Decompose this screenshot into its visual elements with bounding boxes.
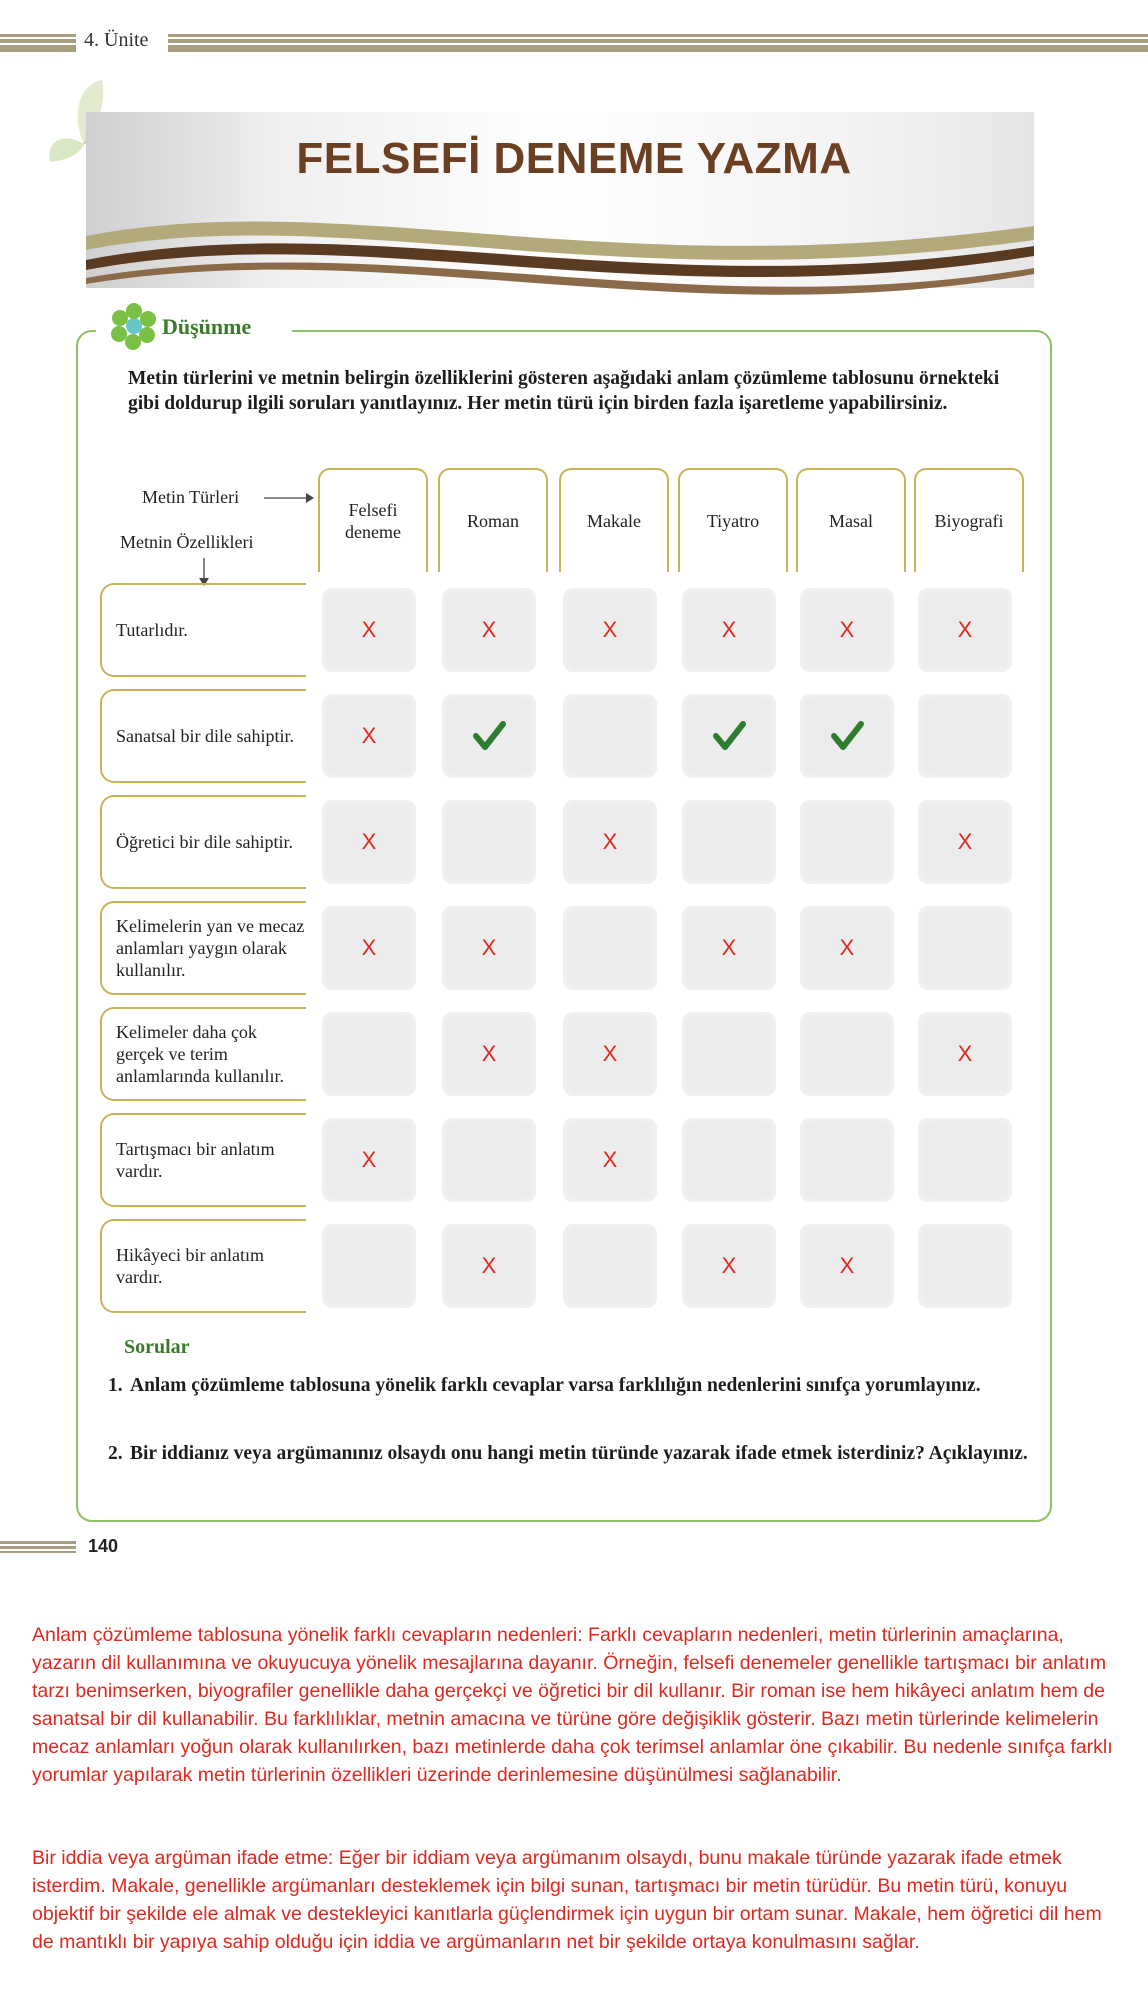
table-cell [682, 1012, 776, 1096]
row-label: Tartışmacı bir anlatım vardır. [100, 1113, 306, 1207]
table-cell [563, 1224, 657, 1308]
col-header: Tiyatro [678, 468, 788, 572]
table-cell [442, 588, 536, 672]
table-cell [682, 1118, 776, 1202]
question-text: Bir iddianız veya argümanınız olsaydı onu hangi metin türünde yazarak ifade etmek isterdiniz? Açıklayınız. [130, 1443, 1028, 1464]
table-cell [442, 694, 536, 778]
table-cell [682, 1224, 776, 1308]
header-rule-left [0, 34, 76, 52]
table-cell [918, 1118, 1012, 1202]
table-cell [442, 1118, 536, 1202]
table-cell [918, 1012, 1012, 1096]
table-cell [918, 800, 1012, 884]
table-cell [322, 1224, 416, 1308]
x-mark: X [957, 617, 973, 642]
x-mark: X [361, 935, 377, 960]
table-cell [800, 906, 894, 990]
header-rule-right [168, 34, 1148, 52]
table-cell [918, 906, 1012, 990]
table-cell [682, 906, 776, 990]
col-header: Masal [796, 468, 906, 572]
checkmark-icon [712, 719, 746, 753]
col-header: Biyografi [914, 468, 1024, 572]
x-mark: X [481, 935, 497, 960]
x-mark: X [602, 617, 618, 642]
row-label: Tutarlıdır. [100, 583, 306, 677]
question-2 [108, 1441, 1048, 1467]
table-cell [442, 1224, 536, 1308]
checkmark-icon [472, 719, 506, 753]
table-cell [918, 588, 1012, 672]
table-cell [800, 800, 894, 884]
table-cell [800, 694, 894, 778]
x-mark: X [957, 829, 973, 854]
table-cell [563, 800, 657, 884]
banner-swoosh [86, 196, 1034, 296]
x-mark: X [361, 1147, 377, 1172]
question-1 [108, 1373, 1048, 1399]
x-mark: X [361, 829, 377, 854]
table-cell [800, 1118, 894, 1202]
table-cell [322, 800, 416, 884]
row-label: Hikâyeci bir anlatım vardır. [100, 1219, 306, 1313]
table-cell [800, 1012, 894, 1096]
x-mark: X [839, 1253, 855, 1278]
box-title: Düşünme [162, 314, 252, 339]
checkmark-icon [830, 719, 864, 753]
table-cell [442, 800, 536, 884]
table-cell [442, 1012, 536, 1096]
x-mark: X [721, 1253, 737, 1278]
page-title: FELSEFİ DENEME YAZMA [296, 134, 852, 183]
col-header: Makale [559, 468, 669, 572]
unit-label: 4. Ünite [84, 29, 149, 51]
row-label: Kelimeler daha çok gerçek ve terim anlamlarında kullanılır. [100, 1007, 306, 1101]
table-cell [563, 588, 657, 672]
props-label: Metnin Özellikleri [120, 532, 254, 552]
table-cell [800, 1224, 894, 1308]
table-cell [322, 588, 416, 672]
footer-rule [0, 1541, 76, 1553]
types-label: Metin Türleri [142, 487, 240, 507]
questions-heading: Sorular [124, 1336, 190, 1358]
table-cell [918, 694, 1012, 778]
table-cell [442, 906, 536, 990]
row-label: Öğretici bir dile sahiptir. [100, 795, 306, 889]
page-number: 140 [88, 1536, 119, 1556]
answer-paragraph-1: Anlam çözümleme tablosuna yönelik farklı cevapların nedenleri: Farklı cevapların nedenleri, metin türlerinin amaçlarına, yazarın dil kullanımına ve okuyucuya yönelik mesajlarına dayanır. Örneğin, felsefi denemeler genellikle tartışmacı bir anlatım tarzı benimserken, biyografiler genellikle daha gerçekçi ve öğretici bir dil kullanır. Bir roman ise hem hikâyeci anlatım hem de sanatsal bir dil kullanabilir. Bu farklılıklar, metnin amacına ve türüne göre değişiklik gösterir. Bazı metin türlerinde kelimelerin mecaz anlamları yoğun olarak kullanılırken, bazı metinlerde daha çok terimsel anlamlar öne çıkabilir. Bu nedenle sınıfça farklı yorumlar yapılarak metin türlerinin özellikleri üzerinde derinlemesine düşünülmesi sağlanabilir. [32, 1624, 1113, 1786]
table-cell [918, 1224, 1012, 1308]
x-mark: X [721, 935, 737, 960]
col-header: Roman [438, 468, 548, 572]
x-mark: X [481, 617, 497, 642]
table-cell [322, 906, 416, 990]
x-mark: X [721, 617, 737, 642]
table-cell [682, 694, 776, 778]
x-mark: X [481, 1041, 497, 1066]
row-label: Sanatsal bir dile sahiptir. [100, 689, 306, 783]
table-cell [322, 1012, 416, 1096]
table-cell [682, 588, 776, 672]
x-mark: X [839, 935, 855, 960]
question-number: 1. [108, 1375, 123, 1396]
table-cell [322, 694, 416, 778]
x-mark: X [361, 723, 377, 748]
x-mark: X [361, 617, 377, 642]
col-header: Felsefi deneme [318, 468, 428, 572]
table-cell [322, 1118, 416, 1202]
intro-text: Metin türlerini ve metnin belirgin özelliklerini gösteren aşağıdaki anlam çözümleme tablosunu örnekteki gibi doldurup ilgili soruları yanıtlayınız. Her metin türü için birden fazla işaretleme yapabilirsiniz. [128, 368, 1000, 414]
table-cell [563, 694, 657, 778]
table-cell [563, 1012, 657, 1096]
row-label: Kelimelerin yan ve mecaz anlamları yaygın olarak kullanılır. [100, 901, 306, 995]
x-mark: X [602, 1041, 618, 1066]
x-mark: X [957, 1041, 973, 1066]
table-cell [800, 588, 894, 672]
table-cell [563, 1118, 657, 1202]
x-mark: X [839, 617, 855, 642]
answer-paragraph-2: Bir iddia veya argüman ifade etme: Eğer bir iddiam veya argümanım olsaydı, bunu makale türünde yazarak ifade etmek isterdim. Makale, genellikle argümanları desteklemek için bilgi sunan, tartışmacı bir metin türüdür. Bu metin türü, konuyu objektif bir şekilde ele almak ve destekleyici kanıtlarla güçlendirmek için uygun bir ortam sunar. Makale, hem öğretici dil hem de mantıklı bir yapıya sahip olduğu için iddia ve argümanların net bir şekilde ortaya konulmasını sağlar. [32, 1847, 1102, 1953]
flower-icon [104, 300, 162, 352]
arrow-right-icon [262, 490, 316, 506]
table-cell [682, 800, 776, 884]
question-number: 2. [108, 1443, 123, 1464]
x-mark: X [481, 1253, 497, 1278]
x-mark: X [602, 1147, 618, 1172]
question-text: Anlam çözümleme tablosuna yönelik farklı cevaplar varsa farklılığın nedenlerini sınıfça yorumlayınız. [130, 1375, 981, 1396]
x-mark: X [602, 829, 618, 854]
table-cell [563, 906, 657, 990]
